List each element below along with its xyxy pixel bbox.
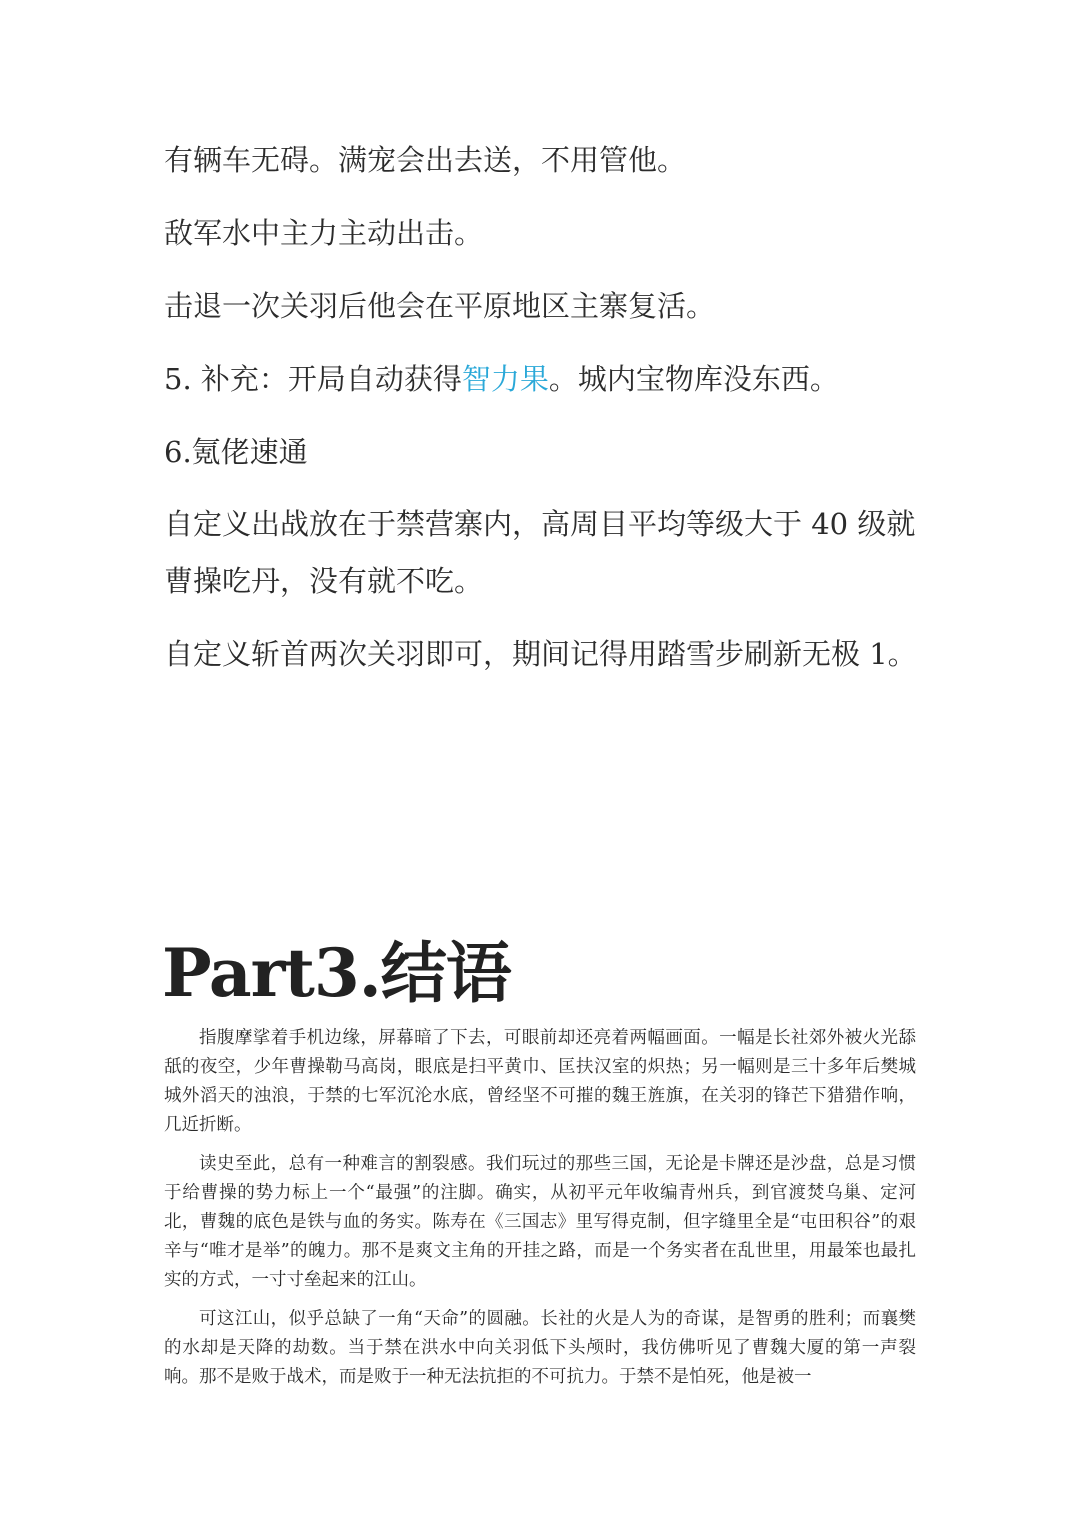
essay-paragraph-3: 可这江山，似乎总缺了一角“天命”的圆融。长社的火是人为的奇谋，是智勇的胜利；而襄樊的水却是天降的劫数。当于禁在洪水中向关羽低下头颅时，我仿佛听见了曹魏大厦的第一声裂响。那不是败于战术，而是败于一种无法抗拒的不可抗力。于禁不是怕死，他是被一 (164, 1309, 916, 1387)
guide-line-2: 敌军水中主力主动出击。 (164, 216, 484, 250)
intelligence-fruit-link[interactable]: 智力果 (461, 362, 549, 396)
guide-section (164, 138, 934, 705)
supplement-prefix: 5. 补充：开局自动获得 (164, 362, 462, 396)
supplement-suffix: 。城内宝物库没东西。 (548, 362, 839, 396)
supplement-line (164, 357, 934, 401)
section6-heading: 6.氪佬速通 (164, 435, 308, 469)
guide-line-1: 有辆车无碍。满宠会出去送，不用管他。 (164, 143, 687, 177)
conclusion-essay (164, 1024, 916, 1402)
section6-paragraph-1: 自定义出战放在于禁营寨内，高周目平均等级大于 40 级就曹操吃丹，没有就不吃。 (164, 507, 916, 598)
guide-line-3: 击退一次关羽后他会在平原地区主寨复活。 (164, 289, 716, 323)
essay-paragraph-2: 读史至此，总有一种难言的割裂感。我们玩过的那些三国，无论是卡牌还是沙盘，总是习惯于给曹操的势力标上一个“最强”的注脚。确实，从初平元年收编青州兵，到官渡焚乌巢、定河北，曹魏的底色是铁与血的务实。陈寿在《三国志》里写得克制，但字缝里全是“屯田积谷”的艰辛与“唯才是举”的魄力。那不是爽文主角的开挂之路，而是一个务实者在乱世里，用最笨也最扎实的方式，一寸寸垒起来的江山。 (164, 1154, 916, 1290)
part3-title: Part3.结语 (162, 934, 511, 1012)
section6-paragraph-2: 自定义斩首两次关羽即可，期间记得用踏雪步刷新无极 1。 (164, 637, 917, 671)
essay-paragraph-1: 指腹摩挲着手机边缘，屏幕暗了下去，可眼前却还亮着两幅画面。一幅是长社郊外被火光舔舐的夜空，少年曹操勒马高岗，眼底是扫平黄巾、匡扶汉室的炽热；另一幅则是三十多年后樊城城外滔天的浊浪，于禁的七军沉沦水底，曾经坚不可摧的魏王旌旗，在关羽的锋芒下猎猎作响，几近折断。 (164, 1028, 916, 1135)
